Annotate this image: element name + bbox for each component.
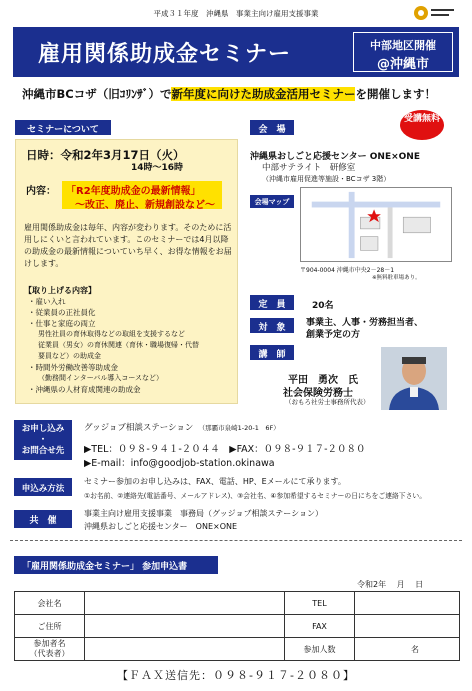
inquiry-email: ▶E-mail：info@goodjob-station.okinawa [84,458,275,469]
topic-item: （勤務間インターバル導入コースなど） [38,374,164,382]
count-unit: 名 [411,644,419,654]
venue-callout [353,32,453,72]
form-row-address [15,615,460,638]
target-tag: 対 象 [250,318,294,333]
content-line2: ～改正、廃止、新規創設など～ [75,200,215,211]
count-field[interactable] [355,638,460,661]
free-badge: 受講無料 [400,110,444,140]
count-label: 参加人数 [285,638,355,661]
venue-callout-line2: @沖縄市 [376,57,429,72]
inquiry-tag-line1: お申し込み [21,424,65,434]
attendee-label-line2: （代表者） [29,649,70,658]
form-row-attendee [15,638,460,661]
topics-title: 【取り上げる内容】 [24,286,96,295]
logo-icon [412,3,456,23]
inquiry-tag [14,420,72,460]
target-line2: 創業予定の方 [306,330,361,340]
venue-note: （沖縄市雇用促進等施設・BCコザ 3階） [262,175,391,183]
fax-field[interactable] [355,615,460,638]
seminar-title: 雇用関係助成金セミナー [38,42,292,67]
content-line1: 「R2年度助成金の最新情報」 [66,186,201,197]
lecturer-tag: 講 師 [250,345,294,360]
venue-address: 〒904-0004 沖縄市中央2－28－1 [300,267,395,274]
topic-item: ・仕事と家庭の両立 [28,319,96,328]
topic-item: 従業員（男女）の育休関連（育休・職場復帰・代替 [38,341,199,349]
inquiry-tel-fax: ▶TEL：０９８-９４１-２０４４ ▶FAX：０９８-９１７-２０８０ [84,444,366,455]
topic-item: 要員など）の助成金 [38,352,101,360]
lead-text [22,86,436,102]
lecturer-title: 社会保険労務士 [283,388,353,399]
company-label: 会社名 [15,592,85,615]
venue-map [300,187,452,262]
company-field[interactable] [85,592,285,615]
target-line1: 事業主、人事・労務担当者、 [306,318,424,328]
capacity-tag: 定 員 [250,295,294,310]
about-description: 雇用関係助成金は毎年、内容が変わります。そのために活用しにくいと言われています。このセミナーでは4月以降の助成金の最新情報についていち早く、お得な情報をお届けします。 [24,223,232,268]
venue-room: 中部サテライト 研修室 [262,163,356,173]
inquiry-name [84,421,280,433]
parking-note: ※無料駐車場あり。 [372,275,421,281]
target-value [306,317,423,341]
tel-label: TEL [285,592,355,615]
seminar-time: 14時～16時 [131,163,184,173]
lead-highlight: 新年度に向けた助成金活用セミナー [171,87,356,101]
lead-suffix: を開催します！ [355,87,436,101]
topic-item: ・雇い入れ [28,297,66,306]
form-row-company [15,592,460,615]
attendee-field[interactable] [85,638,285,661]
topic-item: ・従業員の正社員化 [28,308,96,317]
topic-item: ・沖縄県の人材育成関連の助成金 [28,385,141,394]
venue-callout-line1: 中部地区開催 [370,39,436,52]
lead-prefix: 沖縄市BCコザ（旧ｺﾘﾝｻﾞ）で [22,87,172,101]
cut-line [10,540,462,541]
address-field[interactable] [85,615,285,638]
sponsor-line1: 事業主向け雇用支援事業 事務局（グッジョブ相談ステーション） [84,509,323,518]
capacity-value: 20名 [312,301,334,311]
inquiry-tag-line2: ・ [38,435,48,445]
topic-item: 男性社員の育休取得などの取組を支援するなど [38,330,185,338]
venue-name: 沖縄県おしごと応援センター ONE×ONE [250,152,420,162]
method-line2: ①お名前、②連絡先(電話番号、メールアドレス)、③会社名、④参加希望するセミナーの日にちをご連絡下さい。 [84,492,426,500]
attendee-label-line1: 参加者名 [33,639,66,648]
address-label: ご住所 [15,615,85,638]
form-title: 「雇用関係助成金セミナー」 参加申込書 [14,556,218,574]
venue-tag: 会 場 [250,120,294,135]
inquiry-tag-line3: お問合せ先 [21,446,65,456]
sponsor-line2: 沖縄県おしごと応援センター ONE×ONE [84,522,238,531]
method-line1: セミナー参加のお申し込みは、FAX、電話、HP、Eメールにて承ります。 [84,477,346,486]
map-tag: 会場マップ [250,195,294,208]
seminar-date: 日時：令和2年3月17日（火） [26,148,185,162]
application-form [14,591,460,661]
attendee-label [15,638,85,661]
tel-field[interactable] [355,592,460,615]
about-tag: セミナーについて [15,120,111,135]
inquiry-address: （那覇市泉崎1-20-1 6F） [201,424,280,432]
header-line: 平成３１年度 沖縄県 事業主向け雇用支援事業 [153,9,319,18]
lecturer-photo [381,347,447,410]
lecturer-org: （おもろ社労士事務所代表） [285,398,370,406]
content-label: 内容： [26,186,56,197]
sponsor-tag: 共 催 [14,510,72,528]
fax-label: FAX [285,615,355,638]
lecturer-name: 平田 勇次 氏 [288,375,358,386]
inquiry-office: グッジョブ相談ステーション [84,423,194,433]
form-date: 令和2年 月 日 [357,580,424,589]
method-tag: 申込み方法 [14,478,72,496]
fax-footer: 【ＦＡＸ送信先：０９８-９１７-２０８０】 [117,669,355,682]
topic-item: ・時間外労働改善等助成金 [28,363,118,372]
